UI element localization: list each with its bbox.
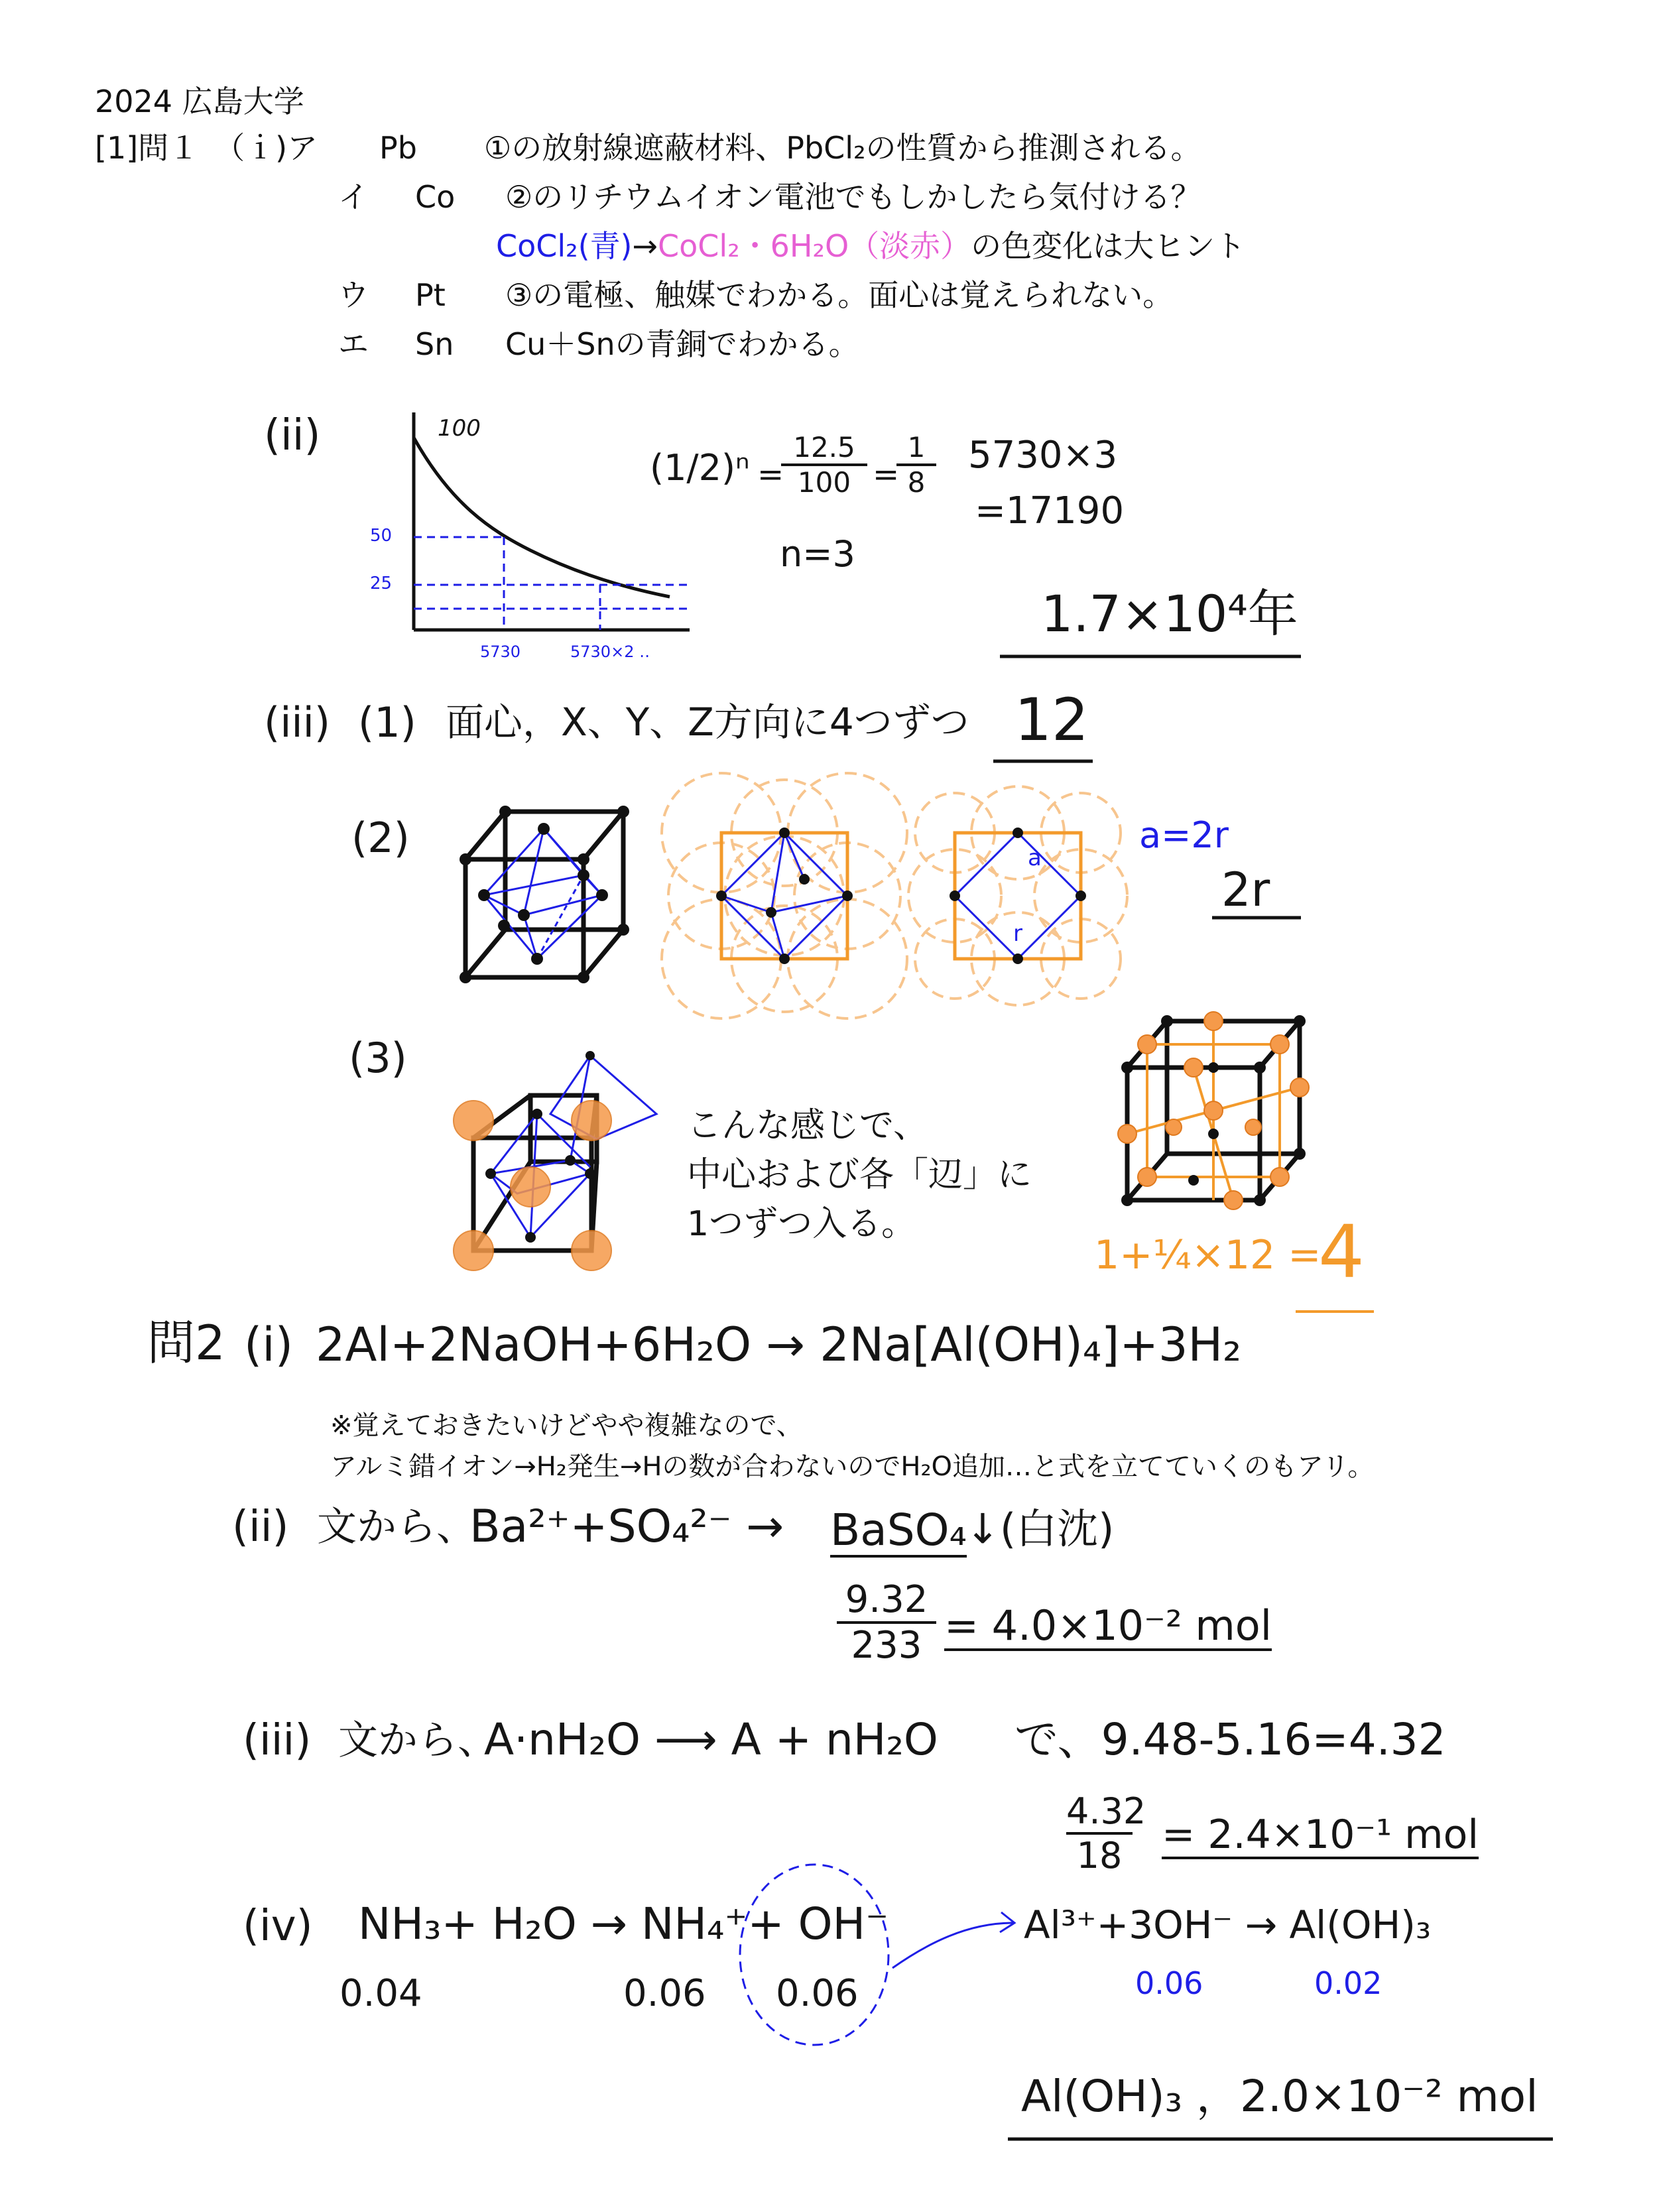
part-iii-3-note-3: 1つずつ入る。 — [687, 1204, 916, 1244]
answer-e-note: Cu＋Snの青銅でわかる。 — [505, 326, 859, 362]
answer-u-kana: ウ — [338, 277, 369, 313]
q2-ii-precipitate: ↓(白沈) — [965, 1505, 1115, 1553]
q2-iii-label: (iii) — [243, 1716, 312, 1765]
q2-iv-label: (iv) — [243, 1902, 313, 1951]
part-iii-label: (iii) — [264, 698, 331, 747]
q2-iii-answer: = 2.4×10⁻¹ mol — [1162, 1812, 1479, 1858]
q2-iii-text: 文から、 — [338, 1717, 497, 1764]
q2-ii-answer: = 4.0×10⁻² mol — [944, 1603, 1272, 1651]
graph-tick-25: 25 — [370, 574, 393, 593]
q2-iv-oh-value: 0.06 — [1135, 1965, 1203, 2001]
q2-iv-oh-amount: 0.06 — [776, 1972, 859, 2015]
cocl2-tail: の色変化は大ヒント — [971, 228, 1246, 264]
q2-iv-equation-2: Al³⁺+3OH⁻ → Al(OH)₃ — [1024, 1902, 1432, 1947]
answer-a-note: ①の放射線遮蔽材料、PbCl₂の性質から推測される。 — [484, 130, 1201, 166]
answer-e-element: Sn — [415, 326, 454, 362]
q2-iv-equation: NH₃+ H₂O → NH₄⁺+ OH⁻ — [358, 1898, 889, 1949]
graph-tick-50: 50 — [370, 526, 393, 546]
q2-iv-nh3-amount: 0.04 — [339, 1972, 422, 2015]
q2-ii-text: 文から、 — [317, 1504, 476, 1550]
calc-line-2: =17190 — [975, 489, 1125, 532]
q2-iv-answer: Al(OH)₃ ，2.0×10⁻² mol — [1021, 2071, 1538, 2122]
q2-ii-product: BaSO₄ — [830, 1506, 967, 1558]
answer-e-kana: エ — [338, 326, 369, 362]
graph-xtick-2: 5730×2 ‥ — [570, 643, 650, 661]
answer-u-note: ③の電極、触媒でわかる。面心は覚えられない。 — [505, 277, 1174, 313]
calc-line-1: 5730×3 — [968, 434, 1118, 477]
q2-iv-nh4-amount: 0.06 — [623, 1972, 706, 2015]
answer-u-element: Pt — [415, 277, 446, 313]
q1-label: [1]問１ （ｉ)ア — [95, 130, 318, 166]
q2-i-note-1: ※覚えておきたいけどやや複雑なので、 — [330, 1410, 803, 1441]
part-iii-2-answer: 2r — [1221, 863, 1270, 917]
q2-ii-fraction: $\frac{9.32}{233}$ — [837, 1578, 936, 1667]
document-title: 2024 広島大学 — [95, 84, 304, 119]
n-value: n=3 — [780, 533, 855, 575]
part-iii-3-note-1: こんな感じで、 — [687, 1106, 928, 1146]
answer-i-note: ②のリチウムイオン電池でもしかしたら気付ける？ — [505, 179, 1201, 215]
q2-iii-calc: で、9.48-5.16=4.32 — [1014, 1714, 1446, 1765]
q2-i-label: (i) — [244, 1318, 294, 1372]
q2-iv-aloh3-value: 0.02 — [1314, 1965, 1382, 2001]
cocl2-hydrate-pink: CoCl₂・6H₂O（淡赤） — [658, 228, 971, 264]
part-iii-2-label: (2) — [351, 814, 410, 862]
graph-start-label: 100 — [438, 415, 481, 442]
q2-ii-equation: Ba²⁺+SO₄²⁻ → — [469, 1501, 784, 1553]
part-iii-3-label: (3) — [349, 1034, 407, 1082]
half-power: (1/2)ⁿ — [650, 447, 750, 489]
part-ii-label: (ii) — [264, 411, 321, 460]
q2-ii-label: (ii) — [232, 1503, 289, 1552]
q2-i-note-2: アルミ錯イオン→H₂発生→Hの数が合わないのでH₂O追加…と式を立てていくのもアリ。 — [330, 1451, 1375, 1482]
label-r: r — [1013, 920, 1022, 947]
cocl2-arrow: → — [632, 228, 658, 264]
q2-i-equation: 2Al+2NaOH+6H₂O → 2Na[Al(OH)₄]+3H₂ — [316, 1318, 1242, 1372]
q2-label: 問2 — [147, 1315, 225, 1371]
part-iii-1-label: (1) — [358, 698, 416, 747]
q2-iii-fraction: $\frac{4.32}{18}$ — [1066, 1790, 1146, 1876]
graph-xtick-1: 5730 — [480, 643, 521, 661]
answer-i-kana: イ — [338, 179, 369, 215]
label-a: a — [1028, 845, 1042, 871]
part-iii-1-answer: 12 — [1014, 686, 1089, 754]
fraction-1-8: $\frac{1}{8}$ — [896, 431, 936, 499]
answer-a-element: Pb — [379, 130, 417, 166]
part-ii-answer: 1.7×10⁴年 — [1041, 584, 1298, 643]
a-equals-2r-note: a=2r — [1139, 814, 1229, 856]
part-iii-3-note-2: 中心および各「辺」に — [687, 1155, 1032, 1195]
answer-i-element: Co — [415, 179, 456, 215]
q2-iii-equation: A·nH₂O ⟶ A + nH₂O — [484, 1714, 938, 1765]
fraction-12.5-100: $\frac{12.5}{100}$ — [781, 431, 867, 499]
cocl2-blue: CoCl₂(青) — [496, 228, 633, 264]
part-iii-3-answer: 4 — [1318, 1209, 1365, 1294]
part-iii-3-calc: 1+¼×12 = — [1094, 1232, 1321, 1278]
part-iii-1-text: 面心，X、Y、Z方向に4つずつ — [446, 700, 969, 745]
